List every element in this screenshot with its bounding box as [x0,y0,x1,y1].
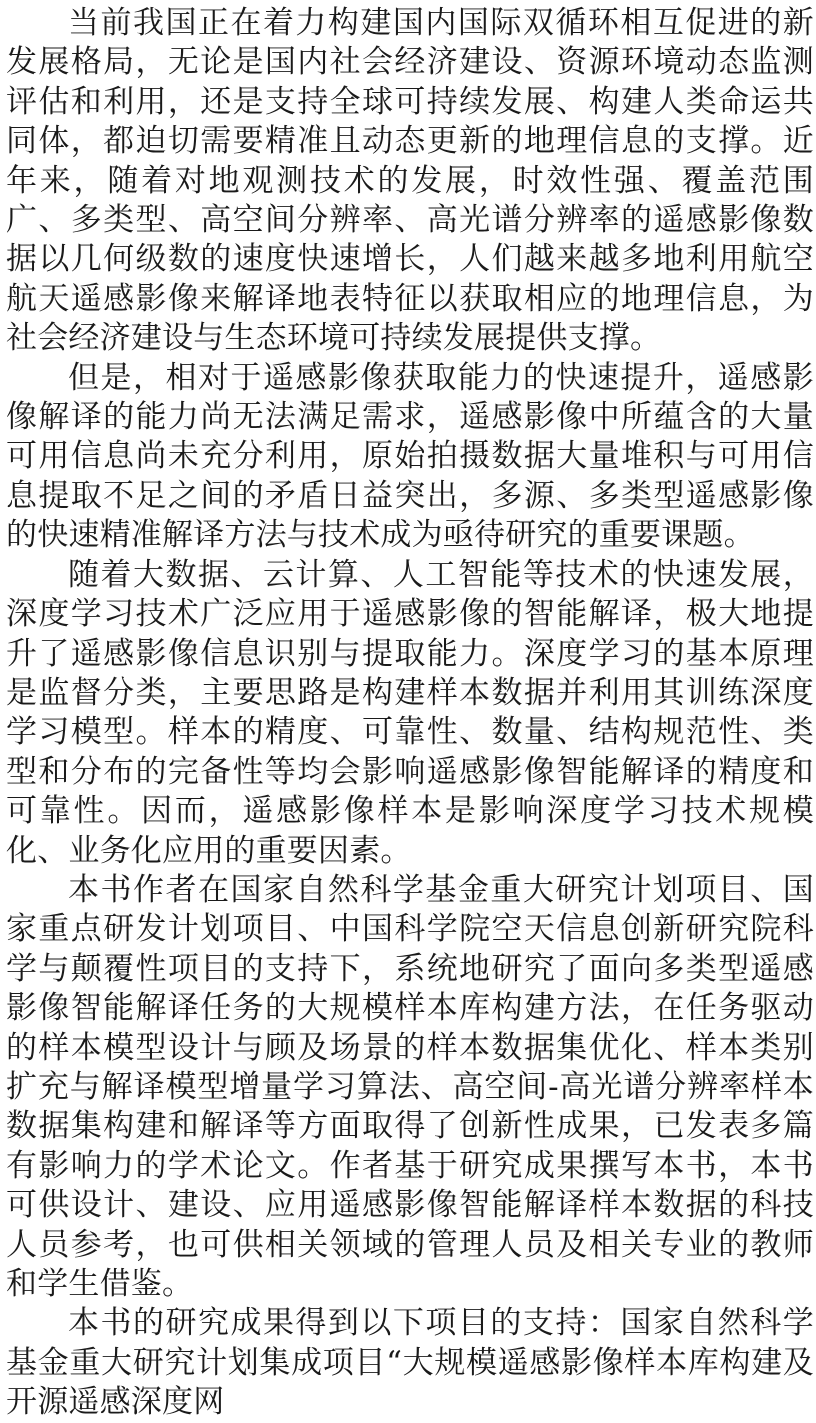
paragraph-1: 当前我国正在着力构建国内国际双循环相互促进的新发展格局，无论是国内社会经济建设、资源环境动态监测评估和利用，还是支持全球可持续发展、构建人类命运共同体，都迫切需要精准且动态更新的地理信息的支撑。近年来，随着对地观测技术的发展，时效性强、覆盖范围广、多类型、高空间分辨率、高光谱分辨率的遥感影像数据以几何级数的速度快速增长，人们越来越多地利用航空航天遥感影像来解译地表特征以获取相应的地理信息，为社会经济建设与生态环境可持续发展提供支撑。 [6,5,814,357]
paragraph-4: 本书作者在国家自然科学基金重大研究计划项目、国家重点研发计划项目、中国科学院空天信息创新研究院科学与颠覆性项目的支持下，系统地研究了面向多类型遥感影像智能解译任务的大规模样本库构建方法，在任务驱动的样本模型设计与顾及场景的样本数据集优化、样本类别扩充与解译模型增量学习算法、高空间-高光谱分辨率样本数据集构建和解译等方面取得了创新性成果，已发表多篇有影响力的学术论文。作者基于研究成果撰写本书，本书可供设计、建设、应用遥感影像智能解译样本数据的科技人员参考，也可供相关领域的管理人员及相关专业的教师和学生借鉴。 [6,871,814,1302]
document-page [0,4,816,1421]
paragraph-5: 本书的研究成果得到以下项目的支持：国家自然科学基金重大研究计划集成项目“大规模遥感影像样本库构建及开源遥感深度网 [6,1305,814,1421]
paragraph-3: 随着大数据、云计算、人工智能等技术的快速发展，深度学习技术广泛应用于遥感影像的智能解译，极大地提升了遥感影像信息识别与提取能力。深度学习的基本原理是监督分类，主要思路是构建样本数据并利用其训练深度学习模型。样本的精度、可靠性、数量、结构规范性、类型和分布的完备性等均会影响遥感影像智能解译的精度和可靠性。因而，遥感影像样本是影响深度学习技术规模化、业务化应用的重要因素。 [6,556,814,869]
paragraph-2: 但是，相对于遥感影像获取能力的快速提升，遥感影像解译的能力尚无法满足需求，遥感影像中所蕴含的大量可用信息尚未充分利用，原始拍摄数据大量堆积与可用信息提取不足之间的矛盾日益突出，多源、多类型遥感影像的快速精准解译方法与技术成为亟待研究的重要课题。 [6,359,814,554]
